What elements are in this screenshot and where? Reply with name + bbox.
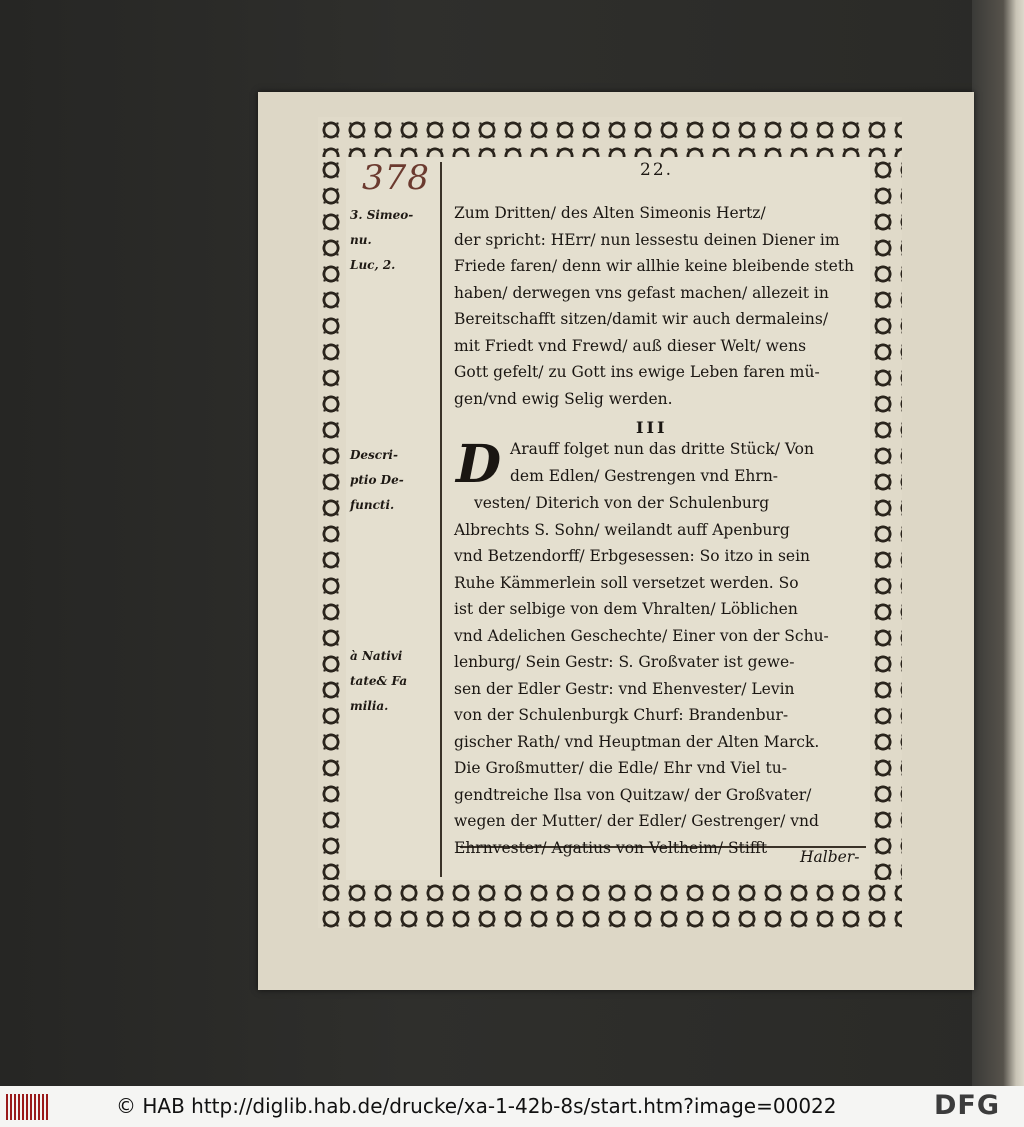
text-line: ist der selbige von dem Vhralten/ Löblichen	[454, 600, 798, 618]
catchword: Halber-	[800, 848, 860, 866]
text-line: haben/ derwegen vns gefast machen/ allezeit in	[454, 283, 829, 302]
text-line: vnd Adelichen Geschechte/ Einer von der Schu-	[454, 626, 829, 645]
text-line: Zum Dritten/ des Alten Simeonis Hertz/	[454, 204, 766, 222]
text-line: wegen der Mutter/ der Edler/ Gestrenger/ vnd	[454, 812, 819, 830]
text-line: dem Edlen/ Gestrengen vnd Ehrn-	[510, 466, 779, 485]
text-line: mit Friedt vnd Frewd/ auß dieser Welt/ wens	[454, 336, 807, 355]
margin-note: à Nativi tate& Fa milia.	[350, 649, 408, 713]
dfg-logo[interactable]: DFG	[934, 1090, 1001, 1121]
paragraph-third-point	[454, 200, 874, 412]
margin-divider	[440, 162, 442, 877]
text-line: Ruhe Kämmerlein soll versetzet werden. So	[454, 573, 799, 592]
text-line: Albrechts S. Sohn/ weilandt auff Apenburg	[454, 520, 790, 539]
text-line: Bereitschafft sitzen/damit wir auch dermaleins/	[454, 310, 829, 328]
ornamental-border-left	[318, 157, 346, 880]
ornamental-border-bottom	[318, 880, 902, 928]
text-line: lenburg/ Sein Gestr: S. Großvater ist gewe-	[454, 653, 795, 671]
text-line: der spricht: HErr/ nun lessestu deinen Diener im	[454, 230, 840, 249]
drop-cap-lines	[510, 436, 870, 489]
text-line: gen/vnd ewig Selig werden.	[454, 389, 673, 408]
text-line: gendtreiche Ilsa von Quitzaw/ der Großvater/	[454, 785, 812, 804]
paragraph-description	[454, 490, 874, 861]
copyright-link[interactable]: © HAB http://diglib.hab.de/drucke/xa-1-42b-8s/start.htm?image=00022	[116, 1094, 837, 1118]
hab-logo-icon[interactable]	[6, 1094, 48, 1120]
text-line: vnd Betzendorff/ Erbgesessen: So itzo in sein	[454, 547, 811, 565]
drop-cap: D	[456, 434, 502, 495]
ornamental-border-right	[870, 157, 902, 880]
margin-note: 3. Simeo- nu. Luc, 2.	[350, 208, 414, 272]
text-line: sen der Edler Gestr: vnd Ehenvester/ Levin	[454, 679, 795, 698]
text-line: vesten/ Diterich von der Schulenburg	[474, 494, 770, 512]
handwritten-page-number: 378	[362, 158, 430, 198]
text-line: von der Schulenburgk Churf: Brandenbur-	[454, 706, 789, 724]
page-number: 22.	[640, 160, 674, 180]
text-line: Die Großmutter/ die Edle/ Ehr vnd Viel tu-	[454, 759, 787, 777]
viewer-footer	[0, 1086, 1024, 1127]
ornamental-border-top	[318, 117, 902, 157]
text-line: Friede faren/ denn wir allhie keine bleibende steth	[454, 257, 855, 275]
text-line: Ehrnvester/ Agatius von Veltheim/ Stifft	[454, 838, 768, 857]
text-line: Arauff folget nun das dritte Stück/ Von	[510, 440, 814, 458]
adjacent-page-edge	[972, 0, 1024, 1086]
margin-note: Descri- ptio De- functi.	[350, 448, 404, 512]
text-line: gischer Rath/ vnd Heuptman der Alten Marck.	[454, 732, 820, 751]
text-line: Gott gefelt/ zu Gott ins ewige Leben faren mü-	[454, 363, 820, 381]
section-numeral: III	[636, 418, 668, 437]
